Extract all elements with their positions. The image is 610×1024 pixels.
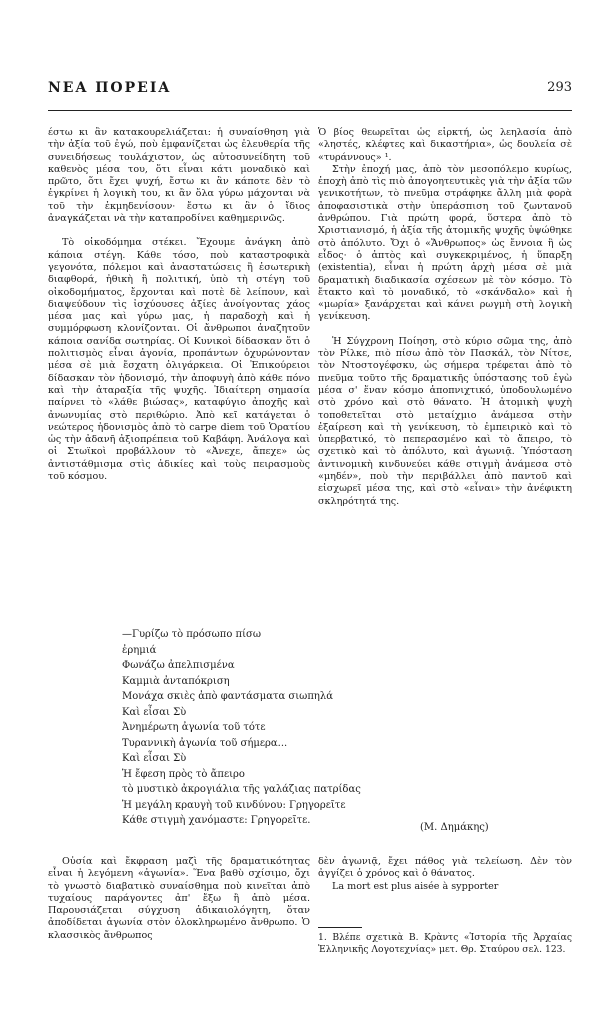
poem-line: Καὶ εἶσαι Σὺ — [122, 706, 187, 718]
poem-line: Ἡ ἔφεση πρὸς τὸ ἄπειρο — [122, 768, 245, 780]
journal-title: ΝΕΑ ΠΟΡΕΙΑ — [48, 80, 172, 96]
french-quote: La mort est plus aisée à sypporter — [332, 880, 499, 892]
header-rule — [48, 110, 572, 111]
poem-line: Κάθε στιγμὴ χανόμαστε: Γρηγορεῖτε. — [122, 815, 311, 826]
poem-line: Ἀνημέρωτη ἀγωνία τοῦ τότε — [122, 722, 266, 733]
right-column-bottom — [318, 856, 572, 893]
poem-line: Φωνάζω ἀπελπισμένα — [122, 660, 235, 671]
poem-line: Μονάχα σκιὲς ἀπὸ φαντάσματα σιωπηλά — [122, 691, 333, 702]
right-column-top — [318, 127, 572, 508]
paragraph: Οὐσία καὶ ἔκφραση μαζὶ τῆς δραματικότητας εἶναι ἡ λεγόμενη «ἀγωνία». Ἕνα βαθὺ σχίσιμο, ὄχι τὸ γνωστὸ διαβατικὸ συναίσθημα ποὺ κινεῖται ἀπὸ τυχαίους παράγοντες ἀπ' ἔξω ἢ ἀπὸ μέσα. Παρουσιάζεται σύγχυση ἀδικαιολόγητη, ὅταν ἀποδίδεται ἀγωνία στὸν ὁλοκληρωμένο ἄνθρωπο. Ὁ κλασσικὸς ἄνθρωπος — [48, 856, 310, 941]
paragraph: Ὁ βίος θεωρεῖται ὡς εἱρκτή, ὡς λεηλασία ἀπὸ «ληστές, κλέφτες καὶ δικαστήρια», ὡς δουλεία σὲ «τυράννους» ¹. — [318, 127, 572, 163]
paragraph: έστω κι ἂν κατακουρελιάζεται: ἡ συναίσθηση γιὰ τὴν ἀξία τοῦ ἐγώ, ποὺ ἐμφανίζεται ὡς ἐλευθερία τῆς συνειδήσεως τουλάχιστον, ὡς αὐτοσυνείδητη τοῦ καθενὸς μέσα του, ὅτι εἶναι κάτι μοναδικὸ καὶ πρῶτο, ὅτι ἔχει ψυχή, ἔστω κι ἂν κάποτε δὲν τὸ ἐγκρίνει ἡ λογικὴ του, κι ἂν ὅλα γύρω μάχονται νὰ τοῦ τὴν ἐκμηδενίσουν· ἔστω κι ἂν ὁ ἴδιος ἀναγκάζεται νὰ τὴν καταπροδίνει καθημερινῶς. — [48, 127, 310, 225]
poem-line: Καὶ εἶσαι Σὺ — [122, 753, 187, 764]
paragraph: δὲν ἀγωνιᾷ, ἔχει πάθος γιὰ τελείωση. Δὲν τὸν ἀγγίζει ὁ χρόνος καὶ ὁ θάνατος. — [318, 856, 572, 880]
footnote-rule — [318, 927, 362, 928]
paragraph: Ἡ Σύγχρονη Ποίηση, στὸ κύριο σῶμα της, ἀπὸ τὸν Ρίλκε, πιὸ πίσω ἀπὸ τὸν Πασκάλ, τὸν Νίτσε, τὸν Ντοστογέφσκυ, ὡς σήμερα τρέφεται ἀπὸ τὸ πνεῦμα τοῦτο τῆς δραματικῆς ὑπόστασης τοῦ ἐγὼ μέσα σ' ἕναν κόσμο ἀποπνιχτικό, ὑποδουλωμένο στὸ χρόνο καὶ στὸ θάνατο. Ἡ ἀτομικὴ ψυχὴ τοποθετεῖται στὸ μεταίχμιο ἀνάμεσα στὴν ἐξαίρεση καὶ τὴ γενίκευση, τὸ ἐμπειρικὸ καὶ τὸ ὑπερβατικό, τὸ πεπερασμένο καὶ τὸ ἄπειρο, τὸ σχετικὸ καὶ τὸ ἀπόλυτο, καὶ ἀγωνιᾷ. Ὑπόσταση ἀντινομικὴ κινδυνεύει κάθε στιγμὴ ἀνάμεσα στὸ «μηδέν», ποὺ τὴν περιβάλλει ἀπὸ παντοῦ καὶ εἰσχωρεῖ μέσα της, καὶ στὸ «εἶναι» τὴν ἀνέφικτη σκληρότητά της. — [318, 335, 572, 507]
footnote: 1. Βλέπε σχετικὰ Β. Κρὰντς «Ἱστορία τῆς Ἀρχαίας Ἑλληνικῆς Λογοτεχνίας» μετ. Θρ. Σταύρου σελ. 123. — [318, 932, 572, 956]
left-column-bottom — [48, 856, 310, 942]
poem-block — [122, 627, 502, 829]
poem-line: Τυραννικὴ ἀγωνία τοῦ σήμερα... — [122, 737, 288, 749]
poem-line: Ἡ μεγάλη κραυγὴ τοῦ κινδύνου: Γρηγορεῖτε — [122, 799, 346, 811]
poem-line: ἐρημιά — [122, 644, 157, 656]
running-header — [48, 80, 572, 104]
poem-line: τὸ μυστικὸ ἀκρογιάλια τῆς γαλάζιας πατρίδας — [122, 784, 361, 795]
page-number: 293 — [547, 80, 572, 95]
paragraph: Τὸ οἰκοδόμημα στέκει. Ἔχουμε ἀνάγκη ἀπὸ κάποια στέγη. Κάθε τόσο, ποὺ καταστροφικὰ γεγονότα, πόλεμοι καὶ ἀναστατώσεις ἢ ἐσωτερικὴ διαφθορά, ἠθικὴ ἢ πολιτική, ὑπὸ τὴ στέγη τοῦ οἰκοδομήματος, ἔρχονται καὶ ποτὲ δὲ λείπουν, καὶ διαψεύδουν τὶς ἰσχύουσες ἀξίες ἀνοίγοντας χάος μέσα μας καὶ γύρω μας, ἡ παραδοχὴ καὶ ἡ συμμόρφωση κλονίζονται. Οἱ ἄνθρωποι ἀναζητοῦν κάποια σανίδα σωτηρίας. Οἱ Κυνικοὶ δίδασκαν ὅτι ὁ πολιτισμὸς εἶναι ἀγονία, προπάντων ὀχυρώνονταν μέσα σὲ μιὰ ἔσχατη ὀλιγάρκεια. Οἱ Ἐπικούρειοι δίδασκαν τὸν ἡδονισμό, τὴν ἀποφυγὴ ἀπὸ κάθε πόνο καὶ τὴν ἀταραξία τῆς ψυχῆς. Ἰδιαίτερη σημασία παίρνει τὸ «λάθε βιώσας», καταφύγιο ἀποχῆς καὶ ἀνωνυμίας στὸ περιθώριο. Ἀπὸ κεῖ κατάγεται ὁ νεώτερος ἡδονισμὸς ἀπὸ τὸ carpe diem τοῦ Ὁρατίου ὡς τὴν ἀδανῆ ἀξιοπρέπεια τοῦ Καβάφη. Ἀνάλογα καὶ οἱ Στωϊκοὶ προβάλλουν τὸ «Ἀνεχε, ἄπεχε» ὡς ἀντιστάθμισμα στὶς ἀδικίες καὶ τοὺς πειρασμοὺς τοῦ κόσμου. — [48, 237, 310, 483]
paragraph: Στὴν ἐποχή μας, ἀπὸ τὸν μεσοπόλεμο κυρίως, ἐποχὴ ἀπὸ τὶς πιὸ ἀπογοητευτικὲς γιὰ τὴν ἀξία τῶν γενικοτήτων, τὸ πνεῦμα στράφηκε ἄλλη μιὰ φορὰ ἀποφασιστικὰ στὴν ὑπεράσπιση τοῦ ζωντανοῦ ἀνθρώπου. Γιὰ πρώτη φορά, ὕστερα ἀπὸ τὸ Χριστιανισμό, ἡ ἀξία τῆς ἀτομικῆς ψυχῆς ὑψώθηκε στὸ ἀπόλυτο. Ὄχι ὁ «Ἄνθρωπος» ὡς ἔννοια ἢ ὡς εἶδος· ὁ ἀπτὸς καὶ συγκεκριμένος, ἡ ὕπαρξη (existentia), εἶναι ἡ πρώτη ἀρχὴ μέσα σὲ μιὰ δραματικὴ διαδικασία σχέσεων μὲ τὸν κόσμο. Τὸ ἔτακτο καὶ τὸ μοναδικό, τὸ «σκάνδαλο» καὶ ἡ «μωρία» ξανάρχεται καὶ κάνει ρωγμὴ στὴ λογικὴ γενίκευση. — [318, 163, 572, 323]
poem-line: Καμμιὰ ἀνταπόκριση — [122, 675, 230, 687]
poem-author: (Μ. Δημάκης) — [420, 822, 489, 833]
left-column-top — [48, 127, 310, 483]
poem-line: —Γυρίζω τὸ πρόσωπο πίσω — [122, 629, 261, 640]
